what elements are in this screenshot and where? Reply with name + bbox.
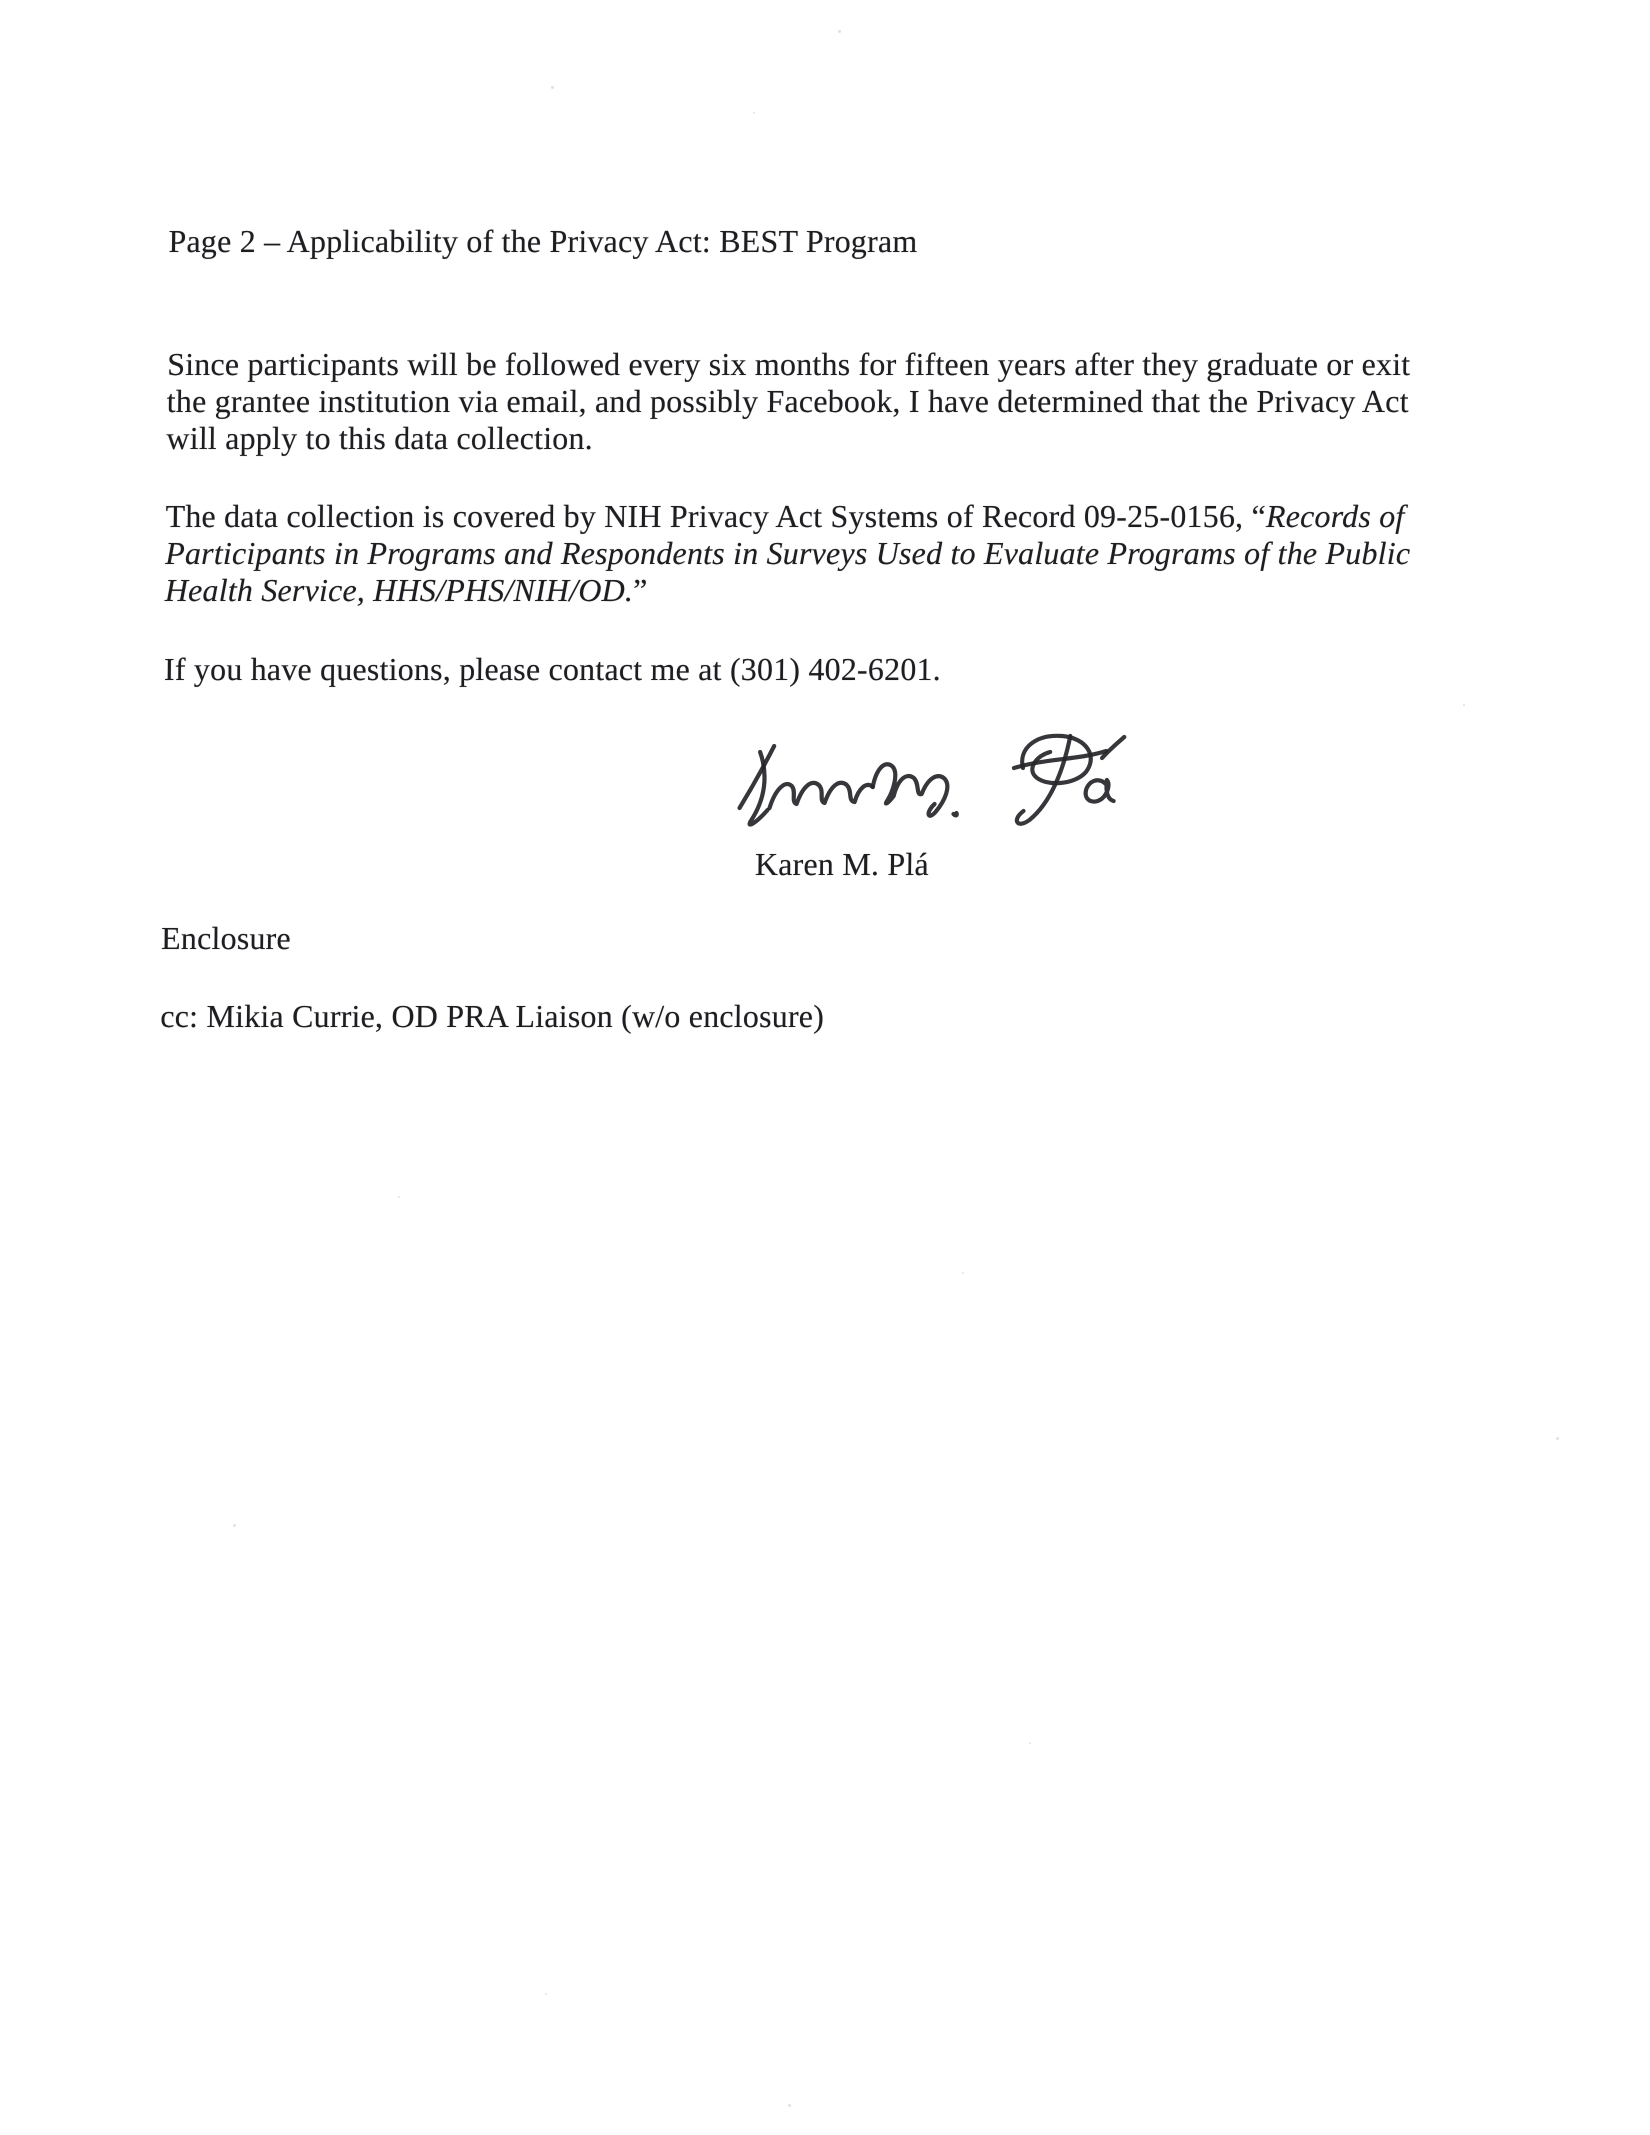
- scan-speck: [1556, 1437, 1559, 1440]
- text-segment: ”: [632, 572, 648, 608]
- scan-speck: [551, 86, 554, 89]
- scan-speck: [398, 1196, 400, 1198]
- paragraph-privacy-determination: [166, 346, 1410, 457]
- scan-speck: [838, 30, 841, 33]
- scan-speck: [962, 1272, 964, 1274]
- text-line: [165, 498, 1410, 535]
- scan-speck: [1204, 548, 1206, 550]
- text-line: [165, 535, 1410, 572]
- text-segment: will apply to this data collection.: [166, 420, 594, 456]
- scan-speck: [753, 112, 755, 114]
- enclosure-note: Enclosure: [160, 920, 292, 956]
- italic-text-segment: Records of: [1265, 498, 1405, 534]
- signatory-typed-name: Karen M. Plá: [754, 846, 930, 882]
- text-line: [166, 420, 1410, 457]
- italic-text-segment: Participants in Programs and Respondents in Surveys Used to Evaluate Programs of the Public: [165, 535, 1411, 571]
- text-line: [165, 572, 1410, 609]
- text-line: [167, 346, 1411, 383]
- text-segment: If you have questions, please contact me at (301) 402-6201.: [163, 651, 942, 687]
- text-line: [167, 383, 1411, 420]
- scan-speck: [1463, 704, 1465, 706]
- italic-text-segment: Health Service, HHS/PHS/NIH/OD.: [164, 572, 634, 608]
- paragraph-systems-of-record: [165, 498, 1411, 609]
- text-segment: the grantee institution via email, and possibly Facebook, I have determined that the Privacy Act: [166, 383, 1409, 419]
- paragraph-contact: [164, 651, 941, 688]
- scan-speck: [233, 1524, 236, 1527]
- scan-speck: [788, 2104, 791, 2107]
- text-line: [164, 651, 941, 688]
- scan-speck: [1029, 1742, 1031, 1744]
- scan-speck: [545, 1993, 547, 1995]
- page-header: Page 2 – Applicability of the Privacy Act: BEST Program: [168, 223, 918, 259]
- text-segment: Since participants will be followed every six months for fifteen years after they graduate or exit: [166, 346, 1411, 382]
- handwritten-signature: [717, 724, 1130, 842]
- cc-line: cc: Mikia Currie, OD PRA Liaison (w/o enclosure): [160, 998, 825, 1034]
- text-segment: The data collection is covered by NIH Privacy Act Systems of Record 09-25-0156, “: [165, 498, 1267, 534]
